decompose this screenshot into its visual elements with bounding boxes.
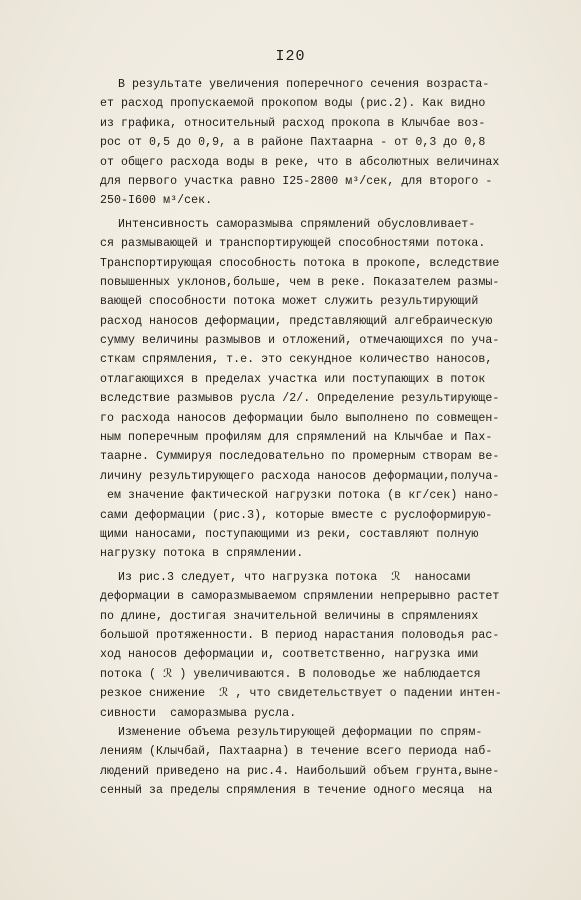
text-line: сумму величины размывов и отложений, отмечающихся по уча- <box>100 334 500 348</box>
text-line: потока ( ℛ ) увеличиваются. В половодье же наблюдается <box>100 667 481 681</box>
text-line: щими наносами, поступающими из реки, составляют полную <box>100 527 479 541</box>
text-line: рос от 0,5 до 0,9, а в районе Пахтаарна - от 0,3 до 0,8 <box>100 136 486 150</box>
text-line: сенный за пределы спрямления в течение одного месяца на <box>100 784 493 798</box>
text-line: ем значение фактической нагрузки потока (в кг/сек) нано- <box>100 489 500 503</box>
text-line: резкое снижение ℛ , что свидетельствует о падении интен- <box>100 687 502 701</box>
text-line: личину результирующего расхода наносов деформации,получа- <box>100 469 500 483</box>
text-line: лениям (Клычбай, Пахтаарна) в течение всего периода наб- <box>100 745 493 759</box>
text-line: для первого участка равно I25-2800 м³/сек, для второго - <box>100 174 493 188</box>
text-line: нагрузку потока в спрямлении. <box>100 547 304 561</box>
text-line: людений приведено на рис.4. Наибольший объем грунта,выне- <box>100 764 500 778</box>
text-line: из графика, относительный расход прокопа в Клычбае воз- <box>100 116 486 130</box>
text-line: Из рис.3 следует, что нагрузка потока ℛ наносами <box>118 570 471 584</box>
text-line: отлагающихся в пределах участка или поступающих в поток <box>100 372 486 386</box>
text-line: Изменение объема результирующей деформации по спрям- <box>118 725 483 739</box>
text-line: вследствие размывов русла /2/. Определение результирующе- <box>100 392 500 406</box>
text-line: повышенных уклонов,больше, чем в реке. Показателем размы- <box>100 275 500 289</box>
text-line: большой протяженности. В период нарастания половодья рас- <box>100 628 500 642</box>
text-line: ход наносов деформации и, соответственно, нагрузка ими <box>100 648 479 662</box>
text-line: сткам спрямления, т.е. это секундное количество наносов, <box>100 353 493 367</box>
text-line: ным поперечным профилям для спрямлений на Клычбае и Пах- <box>100 431 493 445</box>
text-line: ся размывающей и транспортирующей способностями потока. <box>100 237 486 251</box>
text-line: го расхода наносов деформации было выполнено по совмещен- <box>100 411 500 425</box>
text-line: вающей способности потока может служить результирующий <box>100 295 479 309</box>
text-line: 250-I600 м³/сек. <box>100 194 213 208</box>
body-text <box>100 75 550 800</box>
text-line: таарне. Суммируя последовательно по промерным створам ве- <box>100 450 500 464</box>
text-line: расход наносов деформации, представляющий алгебраическую <box>100 314 493 328</box>
page-number: I20 <box>275 48 306 65</box>
text-line: сами деформации (рис.3), которые вместе с руслоформирую- <box>100 508 493 522</box>
text-line: В результате увеличения поперечного сечения возраста- <box>118 78 490 91</box>
text-line: ет расход пропускаемой прокопом воды (рис.2). Как видно <box>100 97 486 111</box>
text-line: Транспортирующая способность потока в прокопе, вследствие <box>100 256 500 270</box>
text-line: по длине, достигая значительной величины в спрямлениях <box>100 609 479 623</box>
text-line: Интенсивность саморазмыва спрямлений обусловливает- <box>118 217 476 231</box>
text-line: сивности саморазмыва русла. <box>100 706 297 720</box>
text-line: от общего расхода воды в реке, что в абсолютных величинах <box>100 155 500 169</box>
text-line: деформации в саморазмываемом спрямлении непрерывно растет <box>100 590 500 604</box>
